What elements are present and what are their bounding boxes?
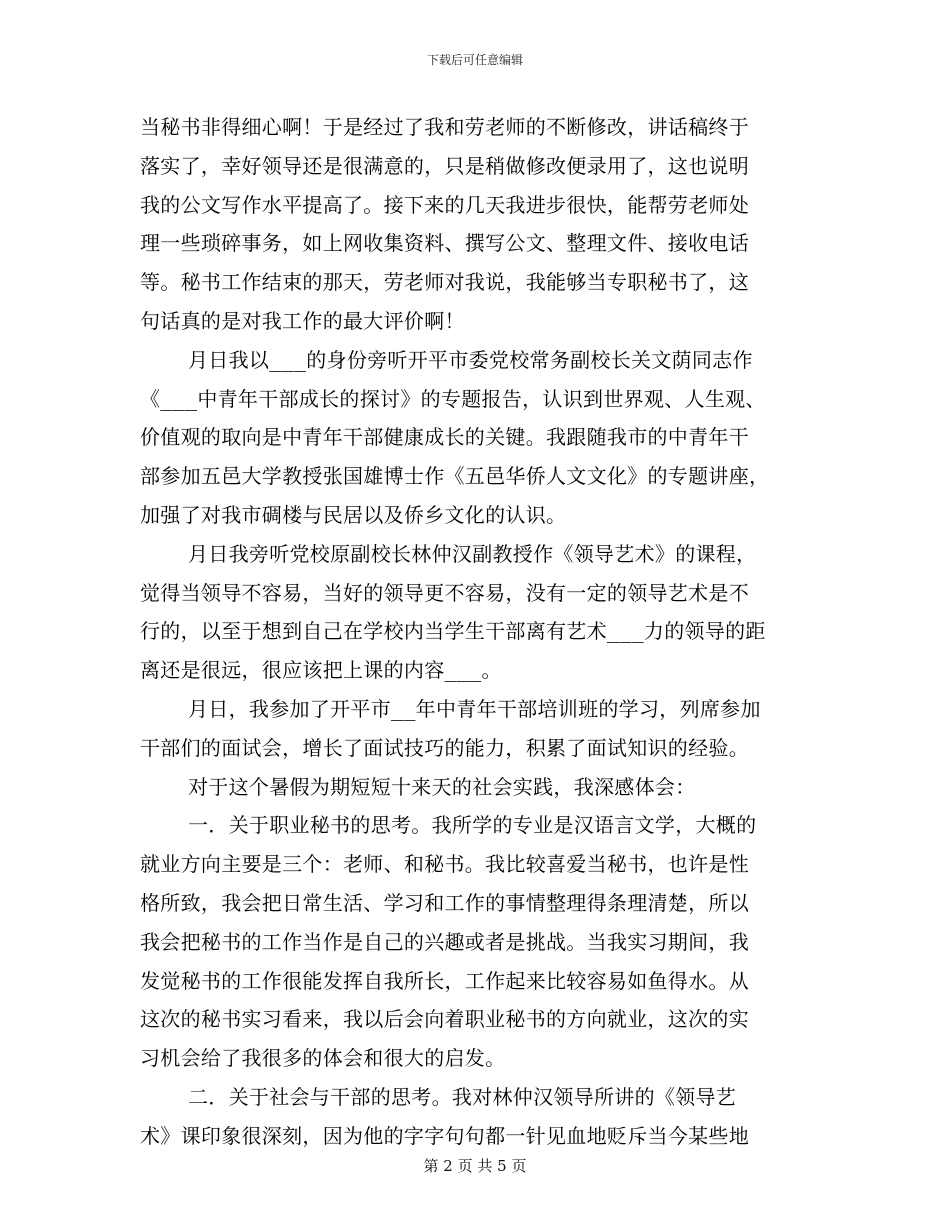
text-line: 当秘书非得细心啊！于是经过了我和劳老师的不断修改，讲话稿终于 [140, 115, 749, 139]
text-line: 行的，以至于想到自己在学校内当学生干部离有艺术___力的领导的距 [140, 619, 766, 644]
text-line: 我会把秘书的工作当作是自己的兴趣或者是挑战。当我实习期间，我 [140, 929, 749, 954]
text-line: 干部们的面试会，增长了面试技巧的能力，积累了面试知识的经验。 [140, 735, 749, 760]
text-line: 部参加五邑大学教授张国雄博士作《五邑华侨人文文化》的专题讲座， [140, 464, 770, 489]
paragraph-first-line: 一．关于职业秘书的思考。我所学的专业是汉语言文学，大概的 [188, 813, 757, 838]
text-line: 《___中青年干部成长的探讨》的专题报告，认识到世界观、人生观、 [140, 386, 766, 411]
text-line: 理一些琐碎事务，如上网收集资料、撰写公文、整理文件、接收电话 [140, 231, 749, 256]
text-line: 就业方向主要是三个：老师、和秘书。我比较喜爱当秘书，也许是性 [140, 852, 749, 877]
text-line: 落实了，幸好领导还是很满意的，只是稍做修改便录用了，这也说明 [140, 153, 749, 178]
text-line: 术》课印象很深刻，因为他的字字句句都一针见血地贬斥当今某些地 [140, 1123, 749, 1148]
paragraph-first-line: 月日我以___的身份旁听开平市委党校常务副校长关文荫同志作 [188, 347, 753, 372]
text-line: 句话真的是对我工作的最大评价啊！ [140, 308, 465, 333]
text-line: 格所致，我会把日常生活、学习和工作的事情整理得条理清楚，所以 [140, 890, 749, 915]
text-line: 这次的秘书实习看来，我以后会向着职业秘书的方向就业，这次的实 [140, 1007, 749, 1032]
text-line: 等。秘书工作结束的那天，劳老师对我说，我能够当专职秘书了，这 [140, 270, 749, 295]
paragraph-first-line: 二．关于社会与干部的思考。我对林仲汉领导所讲的《领导艺 [188, 1084, 737, 1109]
text-line: 加强了对我市碉楼与民居以及侨乡文化的认识。 [140, 502, 567, 527]
text-line: 我的公文写作水平提高了。接下来的几天我进步很快，能帮劳老师处 [140, 192, 749, 217]
text-line: 发觉秘书的工作很能发挥自我所长，工作起来比较容易如鱼得水。从 [140, 968, 749, 993]
text-line: 离还是很远，很应该把上课的内容___。 [140, 658, 502, 683]
text-line: 觉得当领导不容易，当好的领导更不容易，没有一定的领导艺术是不 [140, 580, 749, 605]
text-line: 价值观的取向是中青年干部健康成长的关键。我跟随我市的中青年干 [140, 425, 749, 450]
paragraph-first-line: 对于这个暑假为期短短十来天的社会实践，我深感体会： [188, 774, 696, 799]
paragraph-first-line: 月日，我参加了开平市__年中青年干部培训班的学习，列席参加 [188, 696, 761, 721]
document-body [140, 108, 810, 1156]
text-line: 习机会给了我很多的体会和很大的启发。 [140, 1046, 506, 1071]
page-header: 下载后可任意编辑 [426, 53, 523, 67]
page-number: 第 2 页 共 5 页 [423, 1157, 527, 1175]
paragraph-first-line: 月日我旁听党校原副校长林仲汉副教授作《领导艺术》的课程， [188, 541, 757, 566]
